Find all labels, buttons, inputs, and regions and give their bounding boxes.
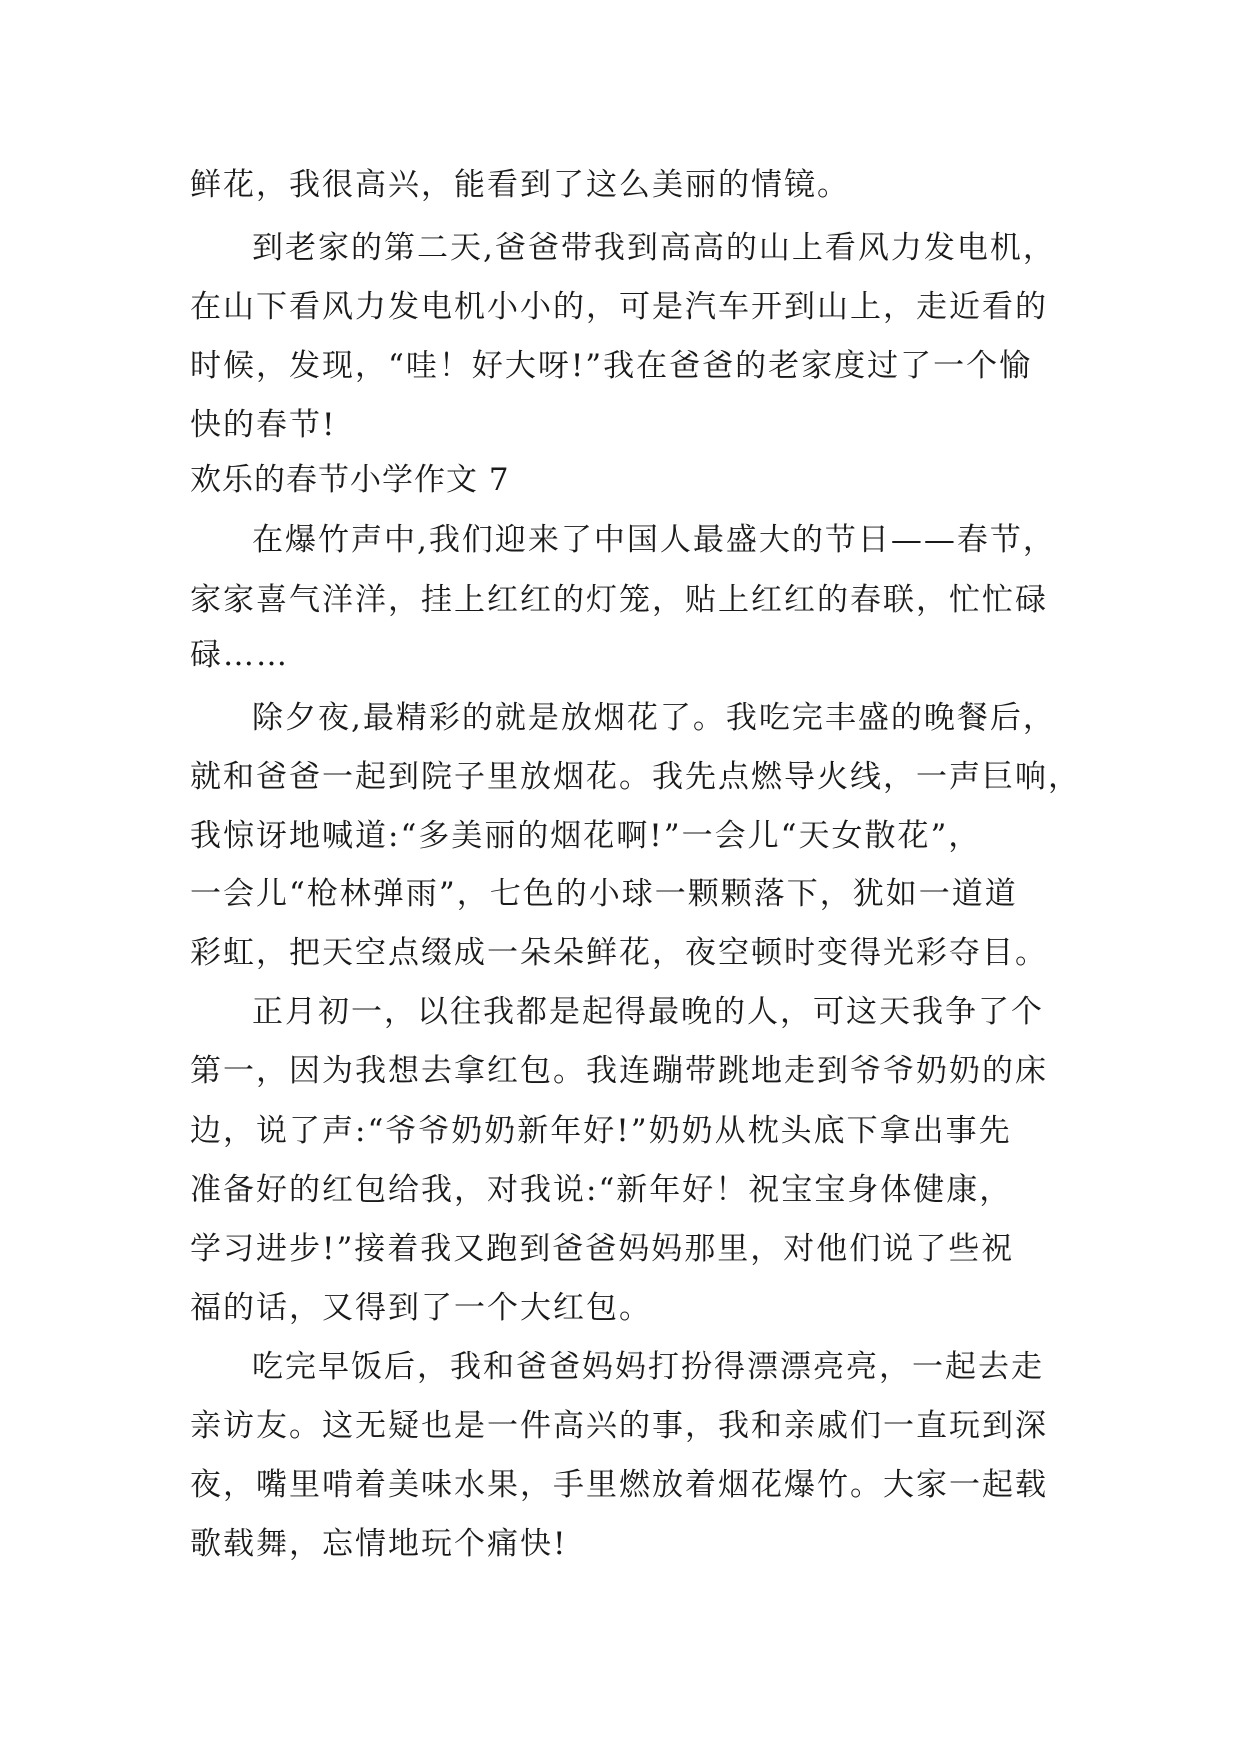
paragraph-line: 家家喜气洋洋，挂上红红的灯笼，贴上红红的春联，忙忙碌 — [190, 582, 1048, 618]
paragraph-line: 第一，因为我想去拿红包。我连蹦带跳地走到爷爷奶奶的床 — [190, 1053, 1048, 1089]
section-title: 欢乐的春节小学作文 7 — [190, 462, 510, 498]
paragraph-line: 吃完早饭后，我和爸爸妈妈打扮得漂漂亮亮，一起去走 — [252, 1349, 1044, 1385]
paragraph-line: 在爆竹声中,我们迎来了中国人最盛大的节日——春节， — [252, 522, 1056, 558]
paragraph-line: 我惊讶地喊道:“多美丽的烟花啊!”一会儿“天女散花”， — [190, 818, 982, 854]
paragraph-line: 到老家的第二天,爸爸带我到高高的山上看风力发电机， — [252, 230, 1056, 266]
paragraph-line: 在山下看风力发电机小小的，可是汽车开到山上，走近看的 — [190, 289, 1048, 325]
paragraph-line: 除夕夜,最精彩的就是放烟花了。我吃完丰盛的晚餐后， — [252, 700, 1056, 736]
paragraph-line: 就和爸爸一起到院子里放烟花。我先点燃导火线，一声巨响， — [190, 759, 1081, 795]
paragraph-line: 学习进步!”接着我又跑到爸爸妈妈那里，对他们说了些祝 — [190, 1231, 1015, 1267]
paragraph-line: 碌…… — [190, 637, 289, 673]
paragraph-line: 夜，嘴里啃着美味水果，手里燃放着烟花爆竹。大家一起载 — [190, 1467, 1048, 1503]
paragraph-line: 快的春节! — [190, 407, 337, 443]
paragraph-line: 鲜花，我很高兴，能看到了这么美丽的情镜。 — [190, 167, 850, 203]
paragraph-line: 彩虹，把天空点缀成一朵朵鲜花，夜空顿时变得光彩夺目。 — [190, 935, 1048, 971]
paragraph-line: 福的话，又得到了一个大红包。 — [190, 1290, 652, 1326]
paragraph-line: 正月初一，以往我都是起得最晚的人，可这天我争了个 — [252, 994, 1044, 1030]
paragraph-line: 准备好的红包给我，对我说:“新年好！祝宝宝身体健康， — [190, 1172, 1013, 1208]
paragraph-line: 边，说了声:“爷爷奶奶新年好!”奶奶从枕头底下拿出事先 — [190, 1113, 1012, 1149]
paragraph-line: 歌载舞，忘情地玩个痛快! — [190, 1526, 568, 1562]
paragraph-line: 亲访友。这无疑也是一件高兴的事，我和亲戚们一直玩到深 — [190, 1408, 1048, 1444]
paragraph-line: 时候，发现，“哇！好大呀!”我在爸爸的老家度过了一个愉 — [190, 348, 1033, 384]
paragraph-line: 一会儿“枪林弹雨”，七色的小球一颗颗落下，犹如一道道 — [190, 876, 1018, 912]
